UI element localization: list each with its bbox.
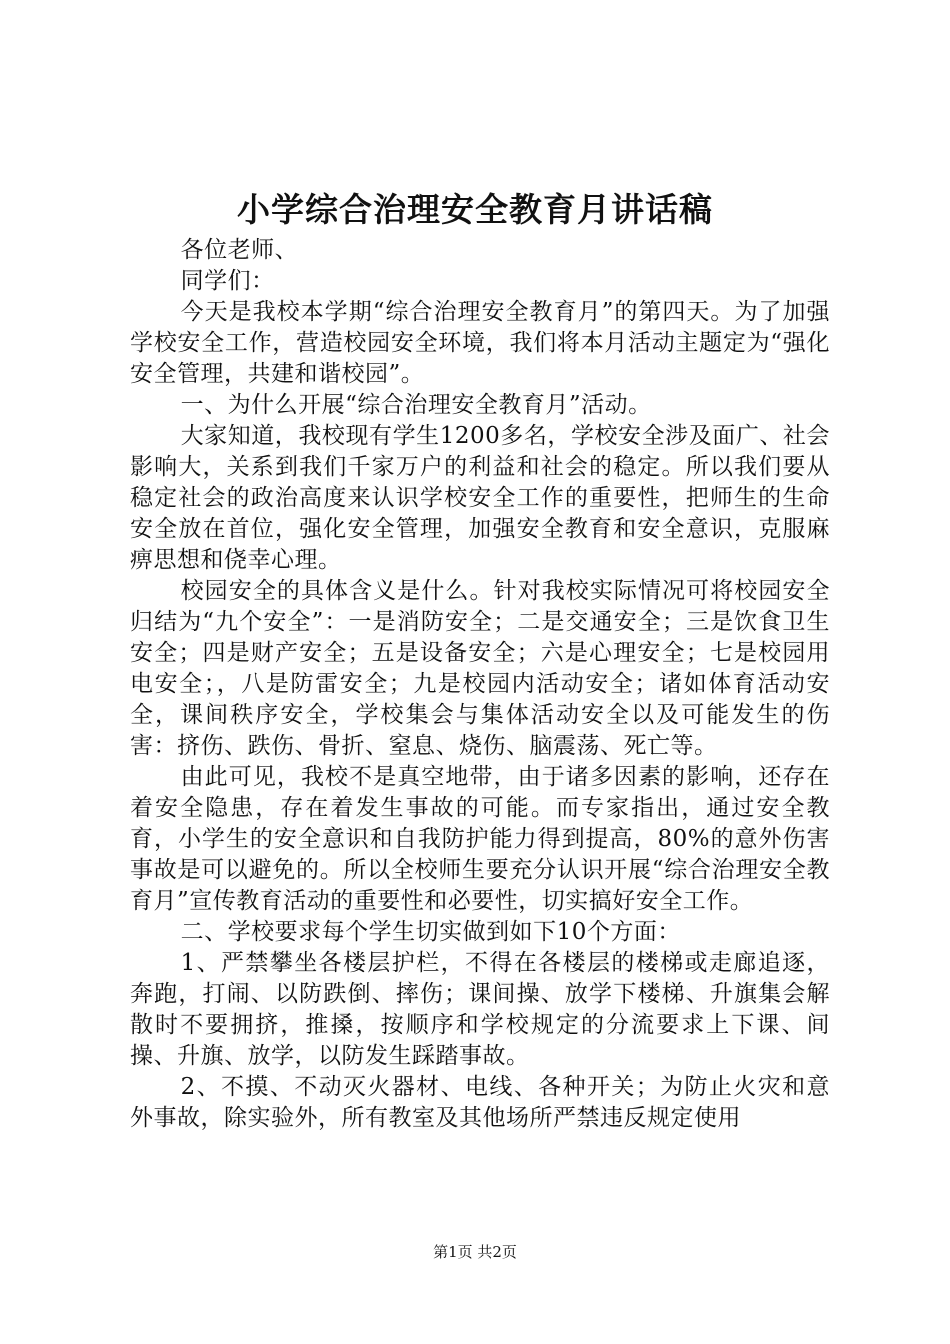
body-paragraph: 大家知道，我校现有学生1200多名，学校安全涉及面广、社会影响大，关系到我们千家万户的利益和社会的稳定。所以我们要从稳定社会的政治高度来认识学校安全工作的重要性，把师生的生命安全放在首位，强化安全管理，加强安全教育和安全意识，克服麻痹思想和侥幸心理。 [130, 423, 830, 573]
body-paragraph: 校园安全的具体含义是什么。针对我校实际情况可将校园安全归结为“九个安全”：一是消防安全；二是交通安全；三是饮食卫生安全；四是财产安全；五是设备安全；六是心理安全；七是校园用电安全；，八是防雷安全；九是校园内活动安全；诸如体育活动安全，课间秩序安全，学校集会与集体活动安全以及可能发生的伤害：挤伤、跌伤、骨折、窒息、烧伤、脑震荡、死亡等。 [130, 578, 830, 759]
page-footer: 第1页 共2页 [433, 1243, 517, 1261]
section-heading-two: 二、学校要求每个学生切实做到如下10个方面： [180, 919, 681, 945]
rule-item: 2、不摸、不动灭火器材、电线、各种开关；为防止火灾和意外事故，除实验外，所有教室及其他场所严禁违反规定使用 [130, 1074, 830, 1131]
section-heading-one: 一、为什么开展“综合治理安全教育月”活动。 [180, 392, 652, 418]
intro-paragraph: 今天是我校本学期“综合治理安全教育月”的第四天。为了加强学校安全工作，营造校园安全环境，我们将本月活动主题定为“强化安全管理，共建和谐校园”。 [130, 299, 830, 387]
document-body [130, 235, 830, 1134]
rule-item: 1、严禁攀坐各楼层护栏，不得在各楼层的楼梯或走廊追逐，奔跑，打闹、以防跌倒、摔伤；课间操、放学下楼梯、升旗集会解散时不要拥挤，推搡，按顺序和学校规定的分流要求上下课、间操、升旗、放学，以防发生踩踏事故。 [130, 950, 830, 1069]
salutation-students: 同学们： [180, 268, 275, 294]
document-title: 小学综合治理安全教育月讲话稿 [237, 190, 713, 229]
body-paragraph: 由此可见，我校不是真空地带，由于诸多因素的影响，还存在着安全隐患，存在着发生事故的可能。而专家指出，通过安全教育，小学生的安全意识和自我防护能力得到提高，80%的意外伤害事故是可以避免的。所以全校师生要充分认识开展“综合治理安全教育月”宣传教育活动的重要性和必要性，切实搞好安全工作。 [130, 764, 830, 914]
salutation-teachers: 各位老师、 [180, 237, 299, 263]
